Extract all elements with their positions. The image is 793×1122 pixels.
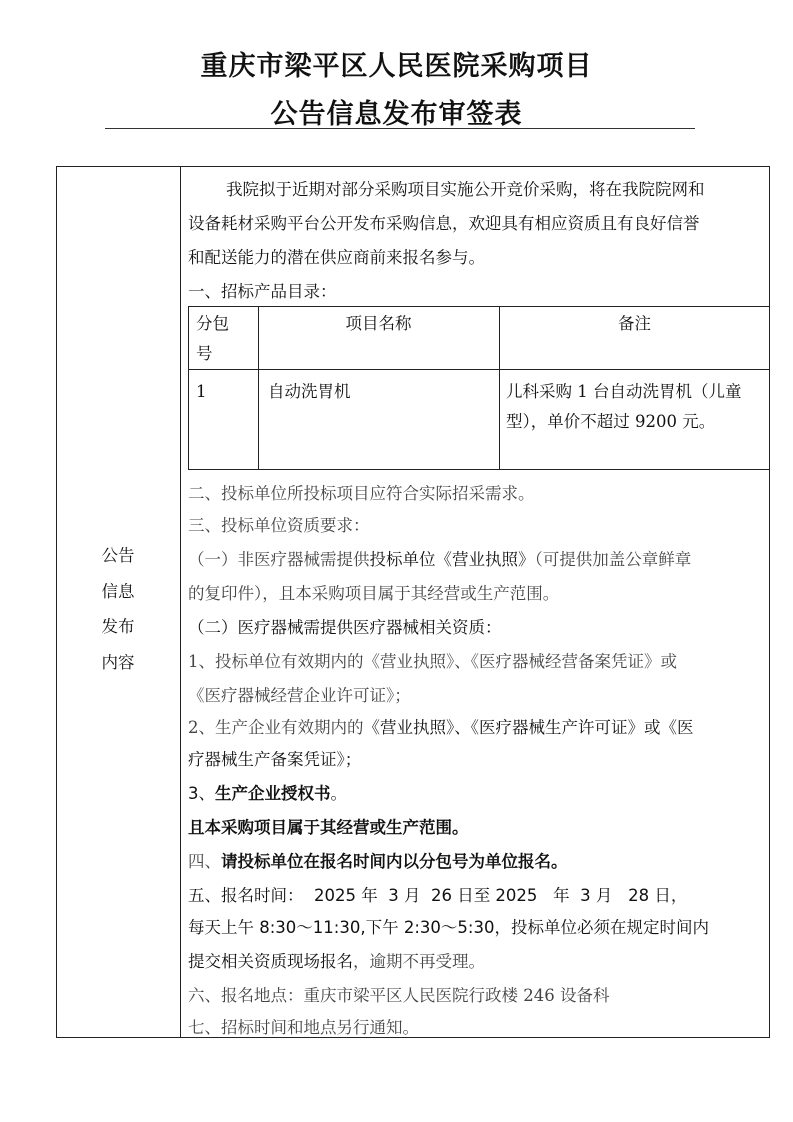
page-title: 重庆市梁平区人民医院采购项目 <box>200 51 593 82</box>
intro-line: 设备耗材采购平台公开发布采购信息，欢迎具有相应资质且有良好信誉 <box>188 214 700 233</box>
text-span: 《营业执照》、《医疗器械生产许可证》或《医 <box>363 718 694 737</box>
column-header-lot-line: 号 <box>196 344 213 363</box>
requirement-scope: 且本采购项目属于其经营或生产范围。 <box>188 818 469 837</box>
table-cell-name: 自动洗胃机 <box>268 382 351 401</box>
row-label-line: 内容 <box>101 652 135 672</box>
section-2: 二、投标单位所投标项目应符合实际招采需求。 <box>188 484 535 503</box>
product-table-row-divider <box>188 369 770 370</box>
text-span: （可提供加盖公章鲜章 <box>534 550 692 569</box>
row-label-line: 公告 <box>101 546 135 565</box>
table-cell-remark-line: 儿科采购 1 台自动洗胃机（儿童 <box>506 382 742 401</box>
column-header-lot-line: 分包 <box>196 314 229 333</box>
table-divider <box>180 166 181 1038</box>
table-cell-remark-line: 型），单价不超过 9200 元。 <box>506 412 716 431</box>
requirement-device-heading: （二）医疗器械需提供医疗器械相关资质： <box>188 618 502 637</box>
text-span: 2、生产企业有效期内的 <box>188 718 364 737</box>
text-span: 投标单位《营业执照》 <box>369 550 535 569</box>
column-header-name: 项目名称 <box>345 314 412 333</box>
section-heading: 一、招标产品目录： <box>188 282 337 301</box>
text-span: ，逾期不再受理。 <box>353 952 485 971</box>
row-label <box>56 538 180 680</box>
text-span: （一）非医疗器械需提供 <box>188 550 370 569</box>
section-6: 六、报名地点：重庆市梁平区人民医院行政楼 246 设备科 <box>188 986 610 1005</box>
requirement-device-2 <box>188 712 764 744</box>
requirement-device-1: 1、投标单位有效期内的《营业执照》、《医疗器械经营备案凭证》或 <box>188 652 677 671</box>
row-label-line: 信息 <box>101 581 135 601</box>
requirement-device-2-line2: 疗器械生产备案凭证》； <box>188 750 362 769</box>
title-underline <box>105 128 695 129</box>
text-span: 请投标单位在报名时间内以分包号为单位报名。 <box>221 852 568 871</box>
section-5-line2: 每天上午 8:30～11:30,下午 2:30～5:30，投标单位必须在规定时间内 <box>188 918 709 937</box>
requirement-non-device-line2: 的复印件），且本采购项目属于其经营或生产范围。 <box>188 584 560 603</box>
text-span: 四、 <box>188 852 221 871</box>
column-header-lot <box>196 309 229 369</box>
section-5: 五、报名时间： 2025 年 3 月 26 日至 2025 年 3 月 28 日， <box>188 886 688 905</box>
text-span: 提交相关资质现场报名 <box>188 952 353 971</box>
intro-line: 我院拟于近期对部分采购项目实施公开竞价采购，将在我院院网和 <box>226 180 705 199</box>
row-label-line: 发布 <box>101 617 135 636</box>
text-span: 生产企业授权书 <box>215 784 331 803</box>
table-cell-remark <box>506 377 742 437</box>
table-cell-lot: 1 <box>196 382 207 401</box>
requirement-non-device <box>188 544 764 576</box>
section-4 <box>188 846 764 878</box>
page-subtitle: 公告信息发布审签表 <box>270 99 523 130</box>
intro-line: 和配送能力的潜在供应商前来报名参与。 <box>188 248 485 267</box>
requirement-device-3 <box>188 778 764 810</box>
column-header-remark: 备注 <box>618 314 651 333</box>
text-span: 3、 <box>188 784 215 803</box>
requirement-device-1-line2: 《医疗器械经营企业许可证》； <box>188 686 411 705</box>
section-3-heading: 三、投标单位资质要求： <box>188 516 370 535</box>
text-span: 。 <box>330 784 347 803</box>
section-7: 七、招标时间和地点另行通知。 <box>188 1018 419 1037</box>
section-5-line3 <box>188 946 764 978</box>
